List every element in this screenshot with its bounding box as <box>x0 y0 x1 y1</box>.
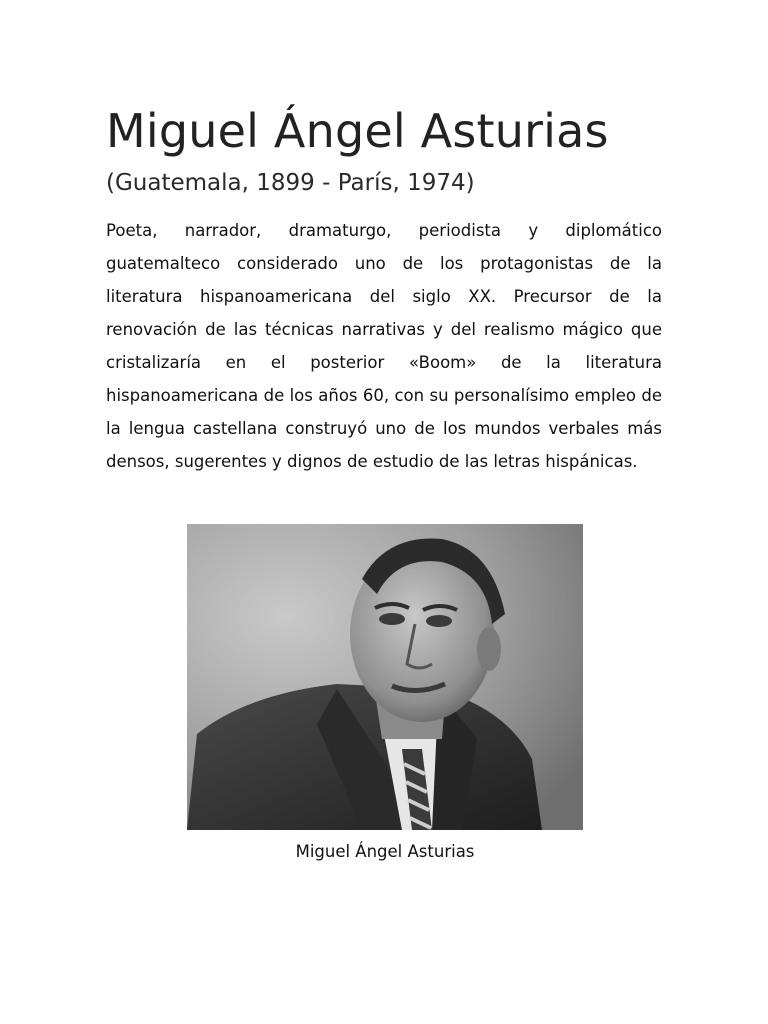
portrait-illustration <box>187 524 583 830</box>
portrait-photo <box>187 524 583 830</box>
page-title: Miguel Ángel Asturias <box>106 104 609 158</box>
page-subtitle: (Guatemala, 1899 - París, 1974) <box>106 170 475 196</box>
photo-caption: Miguel Ángel Asturias <box>295 842 475 861</box>
biography-paragraph: Poeta, narrador, dramaturgo, periodista y diplomático guatemalteco considerado uno de los protagonistas de la literatura hispanoamericana del siglo XX. Precursor de la renovación de las técnicas narrativas y del realismo mágico que cristalizaría en el posterior «Boom» de la literatura hispanoamericana de los años 60, con su personalísimo empleo de la lengua castellana construyó uno de los mundos verbales más densos, sugerentes y dignos de estudio de las letras hispánicas. <box>106 221 662 471</box>
